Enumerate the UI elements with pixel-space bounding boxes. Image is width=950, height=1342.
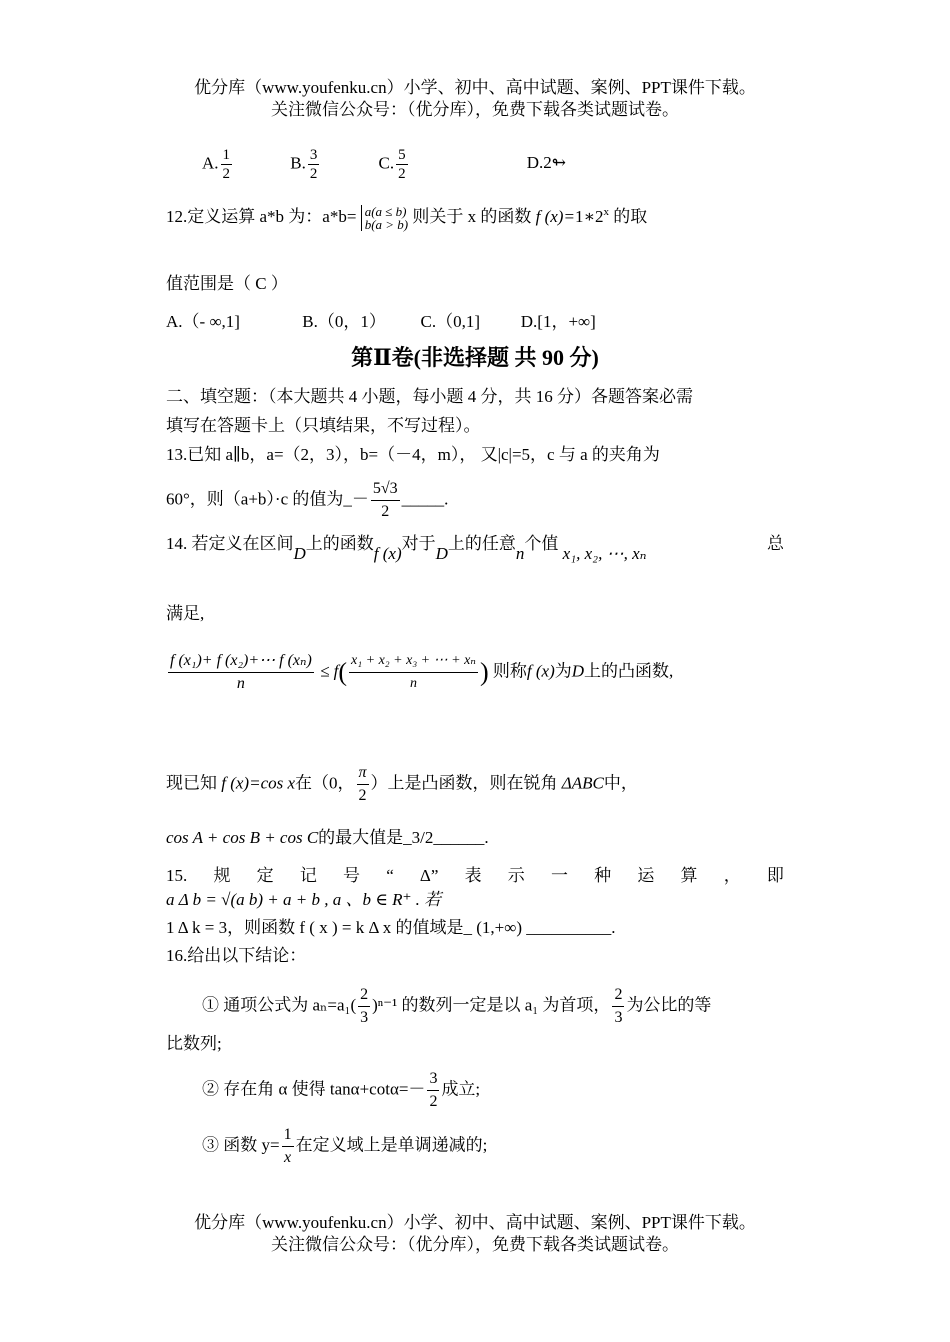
q12-options xyxy=(166,310,784,334)
footer-line-1: 优分库（www.youfenku.cn）小学、初中、高中试题、案例、PPT课件下载。 xyxy=(194,1213,756,1232)
q14-right-fraction: $\frac{\text{x₁ + x₂ + x₃ + ⋯ + xₙ}}{n}$ xyxy=(349,650,478,695)
q13-line-1: 13.已知 a∥b，a=（2，3），b=（－4，m）， 又|c|=5，c 与 a 的夹角为 xyxy=(166,445,660,464)
section-instr-1: 二、填空题：（本大题共 4 小题，每小题 4 分，共 16 分）各题答案必需 xyxy=(166,387,693,406)
q16-item-1: ① 通项公式为 aₙ=a₁( $\frac{2}{3}$ )ⁿ⁻¹ 的数列一定是以 a₁ 为首项， $\frac{2}{3}$ 为公比的等 xyxy=(202,986,712,1026)
q14-last: cos A + cos B + cos C的最大值是_3/2______. xyxy=(166,828,489,847)
q14-line-2: 满足, xyxy=(166,604,205,623)
q12-option-b: B.（0，1） xyxy=(302,312,386,331)
header-line-1: 优分库（www.youfenku.cn）小学、初中、高中试题、案例、PPT课件下载。 xyxy=(194,78,756,97)
q12-option-c: C.（0,1] xyxy=(420,312,480,331)
q14-known: 现已知 f (x)=cos x在（0， $\frac{\pi}{2}$ ）上是凸函数，则在锐角 ΔABC中， xyxy=(166,764,638,804)
section-title: 第Ⅱ卷(非选择题 共 90 分) xyxy=(351,345,599,370)
q14-line-1: 14. 若定义在区间D上的函数f (x)对于D上的任意n个值 x₁, x₂, ⋯, xₙ 总 xyxy=(166,534,784,563)
section-instr-2: 填写在答题卡上（只填结果，不写过程）。 xyxy=(166,416,481,435)
q16-item-2: ② 存在角 α 使得 tanα+cotα=－ $\frac{3}{2}$ 成立; xyxy=(202,1070,481,1110)
q11-option-d: D.2↬ xyxy=(526,153,567,173)
q13-answer: $\frac{5√3}{2}$ xyxy=(372,480,398,520)
q16-item-3: ③ 函数 y= $\frac{1}{x}$ 在定义域上是单调递减的; xyxy=(202,1126,488,1166)
q14-inequality: $\frac{\text{f (x₁)+ f (x₂)+⋯ f (xₙ)}}{n}$ ≤ f( $\frac{\text{x₁ + x₂ + x₃ + ⋯ + xₙ}}{n}$ ) 则称f (x)为D上的凸函数, xyxy=(166,650,784,695)
q15-line-3: 1 Δ k = 3，则函数 f ( x ) = k Δ x 的值域是_ (1,+∞) __________. xyxy=(166,918,616,937)
q11-option-a: A. $\frac{1}{2}$ xyxy=(202,147,231,182)
footer-line-2: 关注微信公众号：（优分库），免费下载各类试题试卷。 xyxy=(271,1235,679,1254)
q15-line-2: a Δ b = √(a b) + a + b , a 、b ∈ R⁺ . 若 xyxy=(166,890,442,909)
q13-line-2: 60°，则（a+b）·c 的值为_－ $\frac{5√3}{2}$ _____. xyxy=(166,478,784,523)
q12-piecewise: a(a ≤ b) b(a > b) xyxy=(361,205,408,231)
header-line-2: 关注微信公众号：（优分库），免费下载各类试题试卷。 xyxy=(271,100,679,119)
q11-option-c: C. $\frac{5}{2}$ xyxy=(378,147,406,182)
q12-option-d: D.[1，+∞] xyxy=(520,312,596,331)
q12-line-1: 12.定义运算 a*b 为：a*b= a(a ≤ b) b(a > b) 则关于 x 的函数 f $(x)=1∗2^x$ 的取 xyxy=(166,204,648,233)
q16-title: 16.给出以下结论： xyxy=(166,946,307,965)
q14-left-fraction: $\frac{\text{f (x₁)+ f (x₂)+⋯ f (xₙ)}}{n}$ xyxy=(170,652,312,692)
q11-option-b: B. $\frac{3}{2}$ xyxy=(290,147,318,182)
q12-line-2: 值范围是（ C ） xyxy=(166,274,288,293)
q12-option-a: A.（- ∞,1] xyxy=(166,312,240,331)
q11-options xyxy=(202,146,784,183)
q16-item-1-cont: 比数列; xyxy=(166,1034,222,1053)
q15-line-1: 15. 规 定 记 号 “ Δ” 表 示 一 种 运 算 ， 即 xyxy=(166,866,784,885)
